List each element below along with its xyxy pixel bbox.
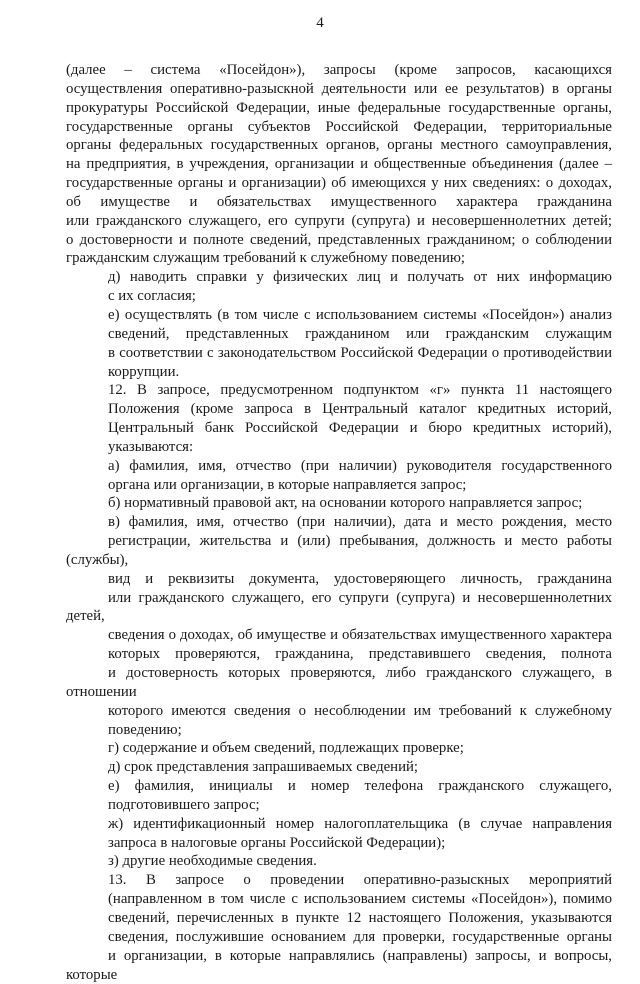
text-line: на предприятия, в учреждения, организации и общественные объединения (далее – (66, 156, 612, 173)
paragraph (66, 871, 612, 984)
text-line: подготовившего запрос; (108, 796, 260, 813)
text-line: Положения (кроме запроса в Центральный каталог кредитных историй, (108, 401, 612, 418)
text-line: с их согласия; (108, 288, 196, 305)
text-line: сведений, представленных гражданином или гражданским служащим (108, 325, 612, 342)
text-line: з) другие необходимые сведения. (108, 853, 317, 870)
text-line: е) осуществлять (в том числе с использованием системы «Посейдон») анализ (108, 306, 612, 323)
text-line: об имуществе и обязательствах имущественного характера гражданина (66, 193, 612, 210)
text-line: б) нормативный правовой акт, на основании которого направляется запрос; (108, 495, 583, 512)
text-line: е) фамилия, инициалы и номер телефона гражданского служащего, (108, 778, 612, 795)
paragraph (66, 777, 612, 815)
text-line: д) срок представления запрашиваемых сведений; (108, 759, 419, 776)
text-line: и организации, в которые направлялись (направлены) запросы, и вопросы, которые (66, 947, 612, 983)
text-line: которого имеются сведения о несоблюдении им требований к служебному (108, 702, 612, 719)
text-line: органа или организации, в которые направляется запрос; (108, 476, 467, 493)
text-line: запроса в налоговые органы Российской Федерации); (108, 834, 446, 851)
text-line: в соответствии с законодательством Российской Федерации о противодействии (108, 344, 612, 361)
text-line: гражданским служащим требований к служебному поведению; (66, 250, 466, 267)
paragraph (66, 513, 612, 739)
paragraph (66, 381, 612, 456)
text-line: коррупции. (108, 363, 180, 380)
text-line: 13. В запросе о проведении оперативно-разыскных мероприятий (108, 872, 612, 889)
text-line: поведению; (108, 721, 182, 738)
text-line: государственные органы субъектов Российской Федерации, территориальные (66, 118, 612, 135)
text-line: сведений, перечисленных в пункте 12 настоящего Положения, указываются (108, 909, 612, 926)
paragraph (66, 494, 612, 513)
paragraph (66, 739, 612, 758)
text-line: государственные органы и организации) об имеющихся у них сведениях: о доходах, (66, 175, 612, 192)
document-body (66, 61, 612, 984)
paragraph (66, 815, 612, 853)
text-line: в) фамилия, имя, отчество (при наличии), дата и место рождения, место (108, 514, 612, 531)
text-line: 12. В запросе, предусмотренном подпунктом «г» пункта 11 настоящего (108, 382, 612, 399)
text-line: регистрации, жительства и (или) пребывания, должность и место работы (службы), (66, 533, 612, 568)
text-line: а) фамилия, имя, отчество (при наличии) руководителя государственного (108, 457, 612, 474)
paragraph (66, 306, 612, 381)
text-line: д) наводить справки у физических лиц и получать от них информацию (108, 269, 612, 286)
text-line: органы федеральных государственных органов, органы местного самоуправления, (66, 137, 612, 154)
text-line: или гражданского служащего, его супруги (супруга) и несовершеннолетних детей; (66, 212, 612, 229)
text-line: сведения о доходах, об имуществе и обязательствах имущественного характера (108, 627, 612, 644)
paragraph (66, 457, 612, 495)
paragraph (66, 758, 612, 777)
text-line: или гражданского служащего, его супруги (супруга) и несовершеннолетних детей, (66, 589, 612, 625)
text-line: указываются: (108, 438, 194, 455)
text-line: прокуратуры Российской Федерации, иные федеральные государственные органы, (66, 99, 612, 116)
text-line: г) содержание и объем сведений, подлежащих проверке; (108, 740, 464, 757)
text-line: (далее – система «Посейдон»), запросы (кроме запросов, касающихся (66, 62, 612, 78)
text-line: о достоверности и полноте сведений, представленных гражданином; о соблюдении (66, 231, 612, 248)
text-line: Центральный банк Российской Федерации и бюро кредитных историй), (108, 420, 612, 437)
text-line: (направленном в том числе с использованием системы «Посейдон»), помимо (108, 891, 612, 908)
text-line: и достоверность которых проверяются, либо гражданского служащего, в отношении (66, 665, 612, 700)
paragraph (66, 61, 612, 268)
text-line: которых проверяются, гражданина, представившего сведения, полнота (108, 646, 612, 663)
text-line: вид и реквизиты документа, удостоверяющего личность, гражданина (108, 570, 612, 587)
text-line: осуществления оперативно-разыскной деятельности или ее результатов) в органы (66, 80, 612, 97)
paragraph (66, 268, 612, 306)
paragraph (66, 852, 612, 871)
page-number: 4 (316, 15, 324, 31)
text-line: ж) идентификационный номер налогоплательщика (в случае направления (108, 815, 612, 832)
text-line: сведения, послужившие основанием для проверки, государственные органы (108, 928, 612, 945)
